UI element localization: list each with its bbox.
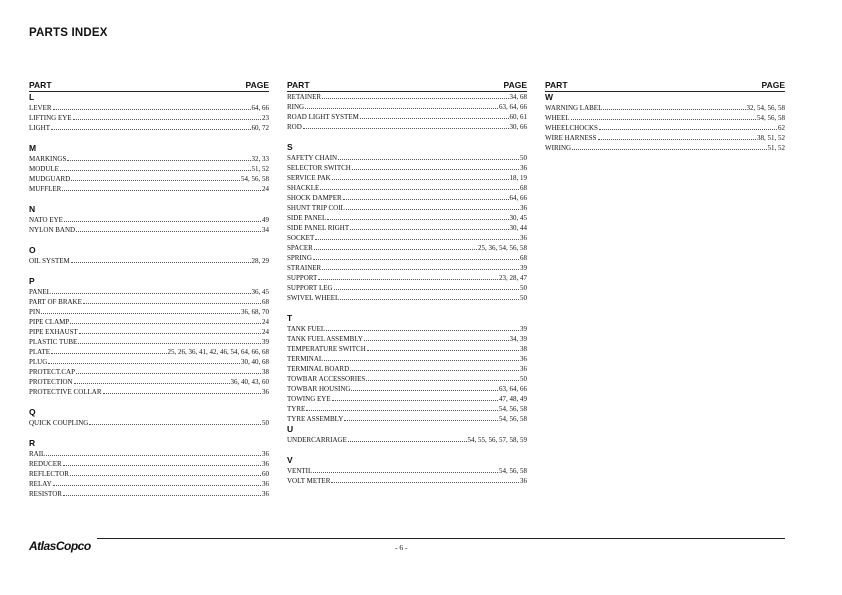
- dot-leader: [71, 261, 251, 263]
- index-entry: [287, 153, 527, 163]
- part-name: REFLECTOR: [29, 470, 69, 478]
- page-refs: 34, 68: [509, 93, 527, 101]
- dot-leader: [67, 159, 250, 161]
- dot-leader: [70, 474, 261, 476]
- index-entry: [287, 213, 527, 223]
- index-entry: [29, 327, 269, 337]
- section-gap: [287, 303, 527, 313]
- page-refs: 25, 26, 36, 41, 42, 46, 54, 64, 66, 68: [167, 348, 269, 356]
- section-gap: [287, 132, 527, 142]
- page-refs: 36: [520, 234, 527, 242]
- part-header: PART: [29, 80, 52, 90]
- part-name: TERMINAL BOARD: [287, 365, 350, 373]
- dot-leader: [351, 389, 498, 391]
- page-refs: 36: [520, 477, 527, 485]
- part-name: PART OF BRAKE: [29, 298, 82, 306]
- index-entry: [287, 476, 527, 486]
- index-entry: [29, 418, 269, 428]
- dot-leader: [53, 484, 261, 486]
- dot-leader: [348, 440, 467, 442]
- page-refs: 18, 19: [509, 174, 527, 182]
- index-entry: [29, 307, 269, 317]
- part-name: ROD: [287, 123, 302, 131]
- index-entry: [29, 287, 269, 297]
- page-refs: 51, 52: [767, 144, 785, 152]
- index-entry: [287, 122, 527, 132]
- page-refs: 54, 56, 58: [241, 175, 269, 183]
- dot-leader: [364, 339, 509, 341]
- index-entry: [29, 154, 269, 164]
- part-name: TERMINAL: [287, 355, 324, 363]
- page-refs: 68: [520, 254, 527, 262]
- section-letter: Q: [29, 407, 36, 417]
- index-entry: [545, 103, 785, 113]
- page-refs: 54, 56, 58: [499, 405, 527, 413]
- part-name: LIGHT: [29, 124, 50, 132]
- part-name: SWIVEL WHEEL: [287, 294, 340, 302]
- index-entry: [287, 243, 527, 253]
- index-entry: [287, 203, 527, 213]
- page-refs: 32, 54, 56, 58: [746, 104, 785, 112]
- page-refs: 62: [778, 124, 785, 132]
- section-letter: M: [29, 143, 37, 153]
- page-refs: 49: [262, 216, 269, 224]
- page-refs: 36: [520, 365, 527, 373]
- section-gap: [29, 266, 269, 276]
- dot-leader: [360, 117, 509, 119]
- dot-leader: [76, 372, 261, 374]
- index-entry: [29, 317, 269, 327]
- page-refs: 50: [520, 154, 527, 162]
- page-refs: 50: [520, 375, 527, 383]
- index-entry: [287, 102, 527, 112]
- index-entry: [29, 347, 269, 357]
- part-name: SELECTOR SWITCH: [287, 164, 351, 172]
- dot-leader: [303, 127, 509, 129]
- dot-leader: [306, 409, 498, 411]
- part-name: OIL SYSTEM: [29, 257, 70, 265]
- index-entry: [29, 367, 269, 377]
- page-refs: 36: [262, 388, 269, 396]
- section-letter: V: [287, 455, 293, 465]
- page-refs: 39: [520, 325, 527, 333]
- part-name: WHEEL: [545, 114, 570, 122]
- index-entry: [287, 112, 527, 122]
- section-letter: L: [29, 92, 35, 102]
- section-gap: [29, 133, 269, 143]
- page-refs: 50: [262, 419, 269, 427]
- index-entry: [545, 143, 785, 153]
- section-letter: O: [29, 245, 36, 255]
- part-name: NYLON BAND: [29, 226, 76, 234]
- index-column-1: [29, 80, 269, 499]
- dot-leader: [344, 419, 498, 421]
- dot-leader: [367, 349, 519, 351]
- dot-leader: [603, 108, 745, 110]
- page-refs: 34, 39: [509, 335, 527, 343]
- index-entry: [287, 173, 527, 183]
- index-entry: [29, 377, 269, 387]
- part-name: TANK FUEL: [287, 325, 326, 333]
- page-refs: 36: [520, 164, 527, 172]
- dot-leader: [313, 471, 498, 473]
- page-refs: 36: [262, 490, 269, 498]
- dot-leader: [79, 332, 261, 334]
- part-name: SHACKLE: [287, 184, 320, 192]
- part-name: PROTECT.CAP: [29, 368, 75, 376]
- index-entry: [287, 414, 527, 424]
- dot-leader: [332, 399, 498, 401]
- section-letter: R: [29, 438, 36, 448]
- dot-leader: [350, 369, 519, 371]
- part-name: STRAINER: [287, 264, 322, 272]
- part-name: REDUCER: [29, 460, 62, 468]
- dot-leader: [331, 481, 519, 483]
- dot-leader: [338, 158, 519, 160]
- dot-leader: [314, 248, 477, 250]
- page-refs: 38: [262, 368, 269, 376]
- part-name: TOWBAR ACCESSORIES: [287, 375, 366, 383]
- section-letter: W: [545, 92, 554, 102]
- section-gap: [287, 445, 527, 455]
- part-name: SERVICE PAK: [287, 174, 331, 182]
- index-entry: [287, 92, 527, 102]
- page-refs: 25, 36, 54, 56, 58: [478, 244, 527, 252]
- dot-leader: [334, 288, 519, 290]
- page-refs: 68: [520, 184, 527, 192]
- column-header: [29, 80, 269, 92]
- index-entry: [287, 193, 527, 203]
- part-name: MODULE: [29, 165, 59, 173]
- dot-leader: [324, 359, 519, 361]
- index-entry: [287, 334, 527, 344]
- index-entry: [287, 273, 527, 283]
- dot-leader: [70, 322, 261, 324]
- part-name: PLATE: [29, 348, 50, 356]
- page-refs: 36: [520, 204, 527, 212]
- column-body: [29, 92, 269, 499]
- page-refs: 63, 64, 66: [499, 385, 527, 393]
- dot-leader: [326, 329, 519, 331]
- dot-leader: [313, 258, 519, 260]
- part-header: PART: [287, 80, 310, 90]
- index-entry: [287, 163, 527, 173]
- part-name: TANK FUEL ASSEMBLY: [287, 335, 363, 343]
- dot-leader: [350, 228, 508, 230]
- part-name: PLUG: [29, 358, 48, 366]
- page-refs: 24: [262, 185, 269, 193]
- part-name: SIDE PANEL: [287, 214, 327, 222]
- index-entry: [287, 293, 527, 303]
- page-refs: 39: [262, 338, 269, 346]
- part-name: SPRING: [287, 254, 312, 262]
- dot-leader: [318, 278, 498, 280]
- page-refs: 54, 55, 56, 57, 58, 59: [467, 436, 527, 444]
- dot-leader: [52, 292, 251, 294]
- dot-leader: [53, 108, 251, 110]
- part-name: TEMPERATURE SWITCH: [287, 345, 366, 353]
- index-entry: [287, 435, 527, 445]
- index-entry: [29, 103, 269, 113]
- index-entry: [29, 357, 269, 367]
- part-name: PANEL: [29, 288, 51, 296]
- part-name: TOWING EYE: [287, 395, 331, 403]
- index-entry: [287, 283, 527, 293]
- section-letter: T: [287, 313, 293, 323]
- dot-leader: [46, 454, 261, 456]
- dot-leader: [63, 494, 261, 496]
- part-name: SHOCK DAMPER: [287, 194, 342, 202]
- page-refs: 39: [520, 264, 527, 272]
- section-letter: P: [29, 276, 35, 286]
- page-refs: 36: [262, 460, 269, 468]
- dot-leader: [74, 382, 230, 384]
- index-entry: [29, 479, 269, 489]
- index-entry: [29, 256, 269, 266]
- index-entry: [29, 297, 269, 307]
- page-refs: 32, 33: [251, 155, 269, 163]
- part-name: QUICK COUPLING: [29, 419, 89, 427]
- dot-leader: [71, 179, 240, 181]
- part-name: SAFETY CHAIN: [287, 154, 338, 162]
- part-name: LIFTING EYE: [29, 114, 72, 122]
- column-header: [545, 80, 785, 92]
- part-name: WARNING LABEL: [545, 104, 603, 112]
- index-entry: [287, 253, 527, 263]
- index-entry: [287, 394, 527, 404]
- page-refs: 64, 66: [251, 104, 269, 112]
- dot-leader: [327, 218, 508, 220]
- part-name: SUPPORT LEG: [287, 284, 333, 292]
- part-name: WIRING: [545, 144, 572, 152]
- index-entry: [545, 123, 785, 133]
- index-entry: [29, 469, 269, 479]
- index-entry: [287, 223, 527, 233]
- page-refs: 54, 56, 58: [757, 114, 785, 122]
- index-entry: [545, 113, 785, 123]
- dot-leader: [352, 168, 519, 170]
- page-header: PAGE: [503, 80, 527, 90]
- footer-divider: [97, 538, 785, 539]
- index-entry: [287, 384, 527, 394]
- dot-leader: [322, 97, 508, 99]
- page-refs: 24: [262, 318, 269, 326]
- part-name: RETAINER: [287, 93, 322, 101]
- part-name: RAIL: [29, 450, 46, 458]
- dot-leader: [76, 230, 261, 232]
- page-refs: 64, 66: [509, 194, 527, 202]
- part-header: PART: [545, 80, 568, 90]
- column-header: [287, 80, 527, 92]
- dot-leader: [73, 118, 261, 120]
- index-entry: [29, 164, 269, 174]
- part-name: PROTECTION: [29, 378, 73, 386]
- part-name: SOCKET: [287, 234, 315, 242]
- page-refs: 60, 72: [251, 124, 269, 132]
- index-entry: [29, 225, 269, 235]
- part-name: TYRE: [287, 405, 306, 413]
- dot-leader: [366, 379, 519, 381]
- page-refs: 54, 56, 58: [499, 415, 527, 423]
- index-entry: [287, 374, 527, 384]
- page-title: PARTS INDEX: [29, 27, 108, 39]
- page-refs: 51, 52: [251, 165, 269, 173]
- part-name: TYRE ASSEMBLY: [287, 415, 344, 423]
- dot-leader: [599, 128, 777, 130]
- index-column-2: [287, 80, 527, 486]
- part-name: SPACER: [287, 244, 313, 252]
- dot-leader: [63, 464, 261, 466]
- section-letter: U: [287, 424, 294, 434]
- dot-leader: [340, 298, 519, 300]
- dot-leader: [51, 352, 167, 354]
- page-refs: 68: [262, 298, 269, 306]
- page-refs: 36: [262, 450, 269, 458]
- dot-leader: [83, 302, 261, 304]
- dot-leader: [48, 362, 240, 364]
- section-letter: N: [29, 204, 36, 214]
- index-entry: [287, 364, 527, 374]
- column-body: [287, 92, 527, 486]
- dot-leader: [322, 268, 519, 270]
- index-entry: [287, 466, 527, 476]
- page-refs: 36: [520, 355, 527, 363]
- part-name: SUPPORT: [287, 274, 318, 282]
- dot-leader: [89, 423, 261, 425]
- index-entry: [29, 123, 269, 133]
- index-column-3: [545, 80, 785, 153]
- part-name: TOWBAR HOUSING: [287, 385, 351, 393]
- page-number: - 6 -: [395, 543, 408, 552]
- page-refs: 50: [520, 284, 527, 292]
- page-refs: 47, 48, 49: [499, 395, 527, 403]
- page-refs: 36: [262, 480, 269, 488]
- part-name: PIPE EXHAUST: [29, 328, 78, 336]
- dot-leader: [41, 312, 240, 314]
- page-refs: 24: [262, 328, 269, 336]
- part-name: RING: [287, 103, 305, 111]
- dot-leader: [320, 188, 519, 190]
- section-gap: [29, 428, 269, 438]
- index-entry: [29, 184, 269, 194]
- page-refs: 23, 28, 47: [499, 274, 527, 282]
- index-entry: [29, 215, 269, 225]
- index-entry: [287, 404, 527, 414]
- page-refs: 36, 40, 43, 60: [230, 378, 269, 386]
- part-name: WIRE HARNESS: [545, 134, 597, 142]
- dot-leader: [571, 118, 757, 120]
- dot-leader: [343, 198, 509, 200]
- index-entry: [29, 459, 269, 469]
- page-refs: 30, 45: [509, 214, 527, 222]
- index-entry: [545, 133, 785, 143]
- page-header: PAGE: [245, 80, 269, 90]
- section-letter: S: [287, 142, 293, 152]
- page-refs: 38, 51, 52: [757, 134, 785, 142]
- part-name: VOLT METER: [287, 477, 331, 485]
- part-name: PIN: [29, 308, 41, 316]
- page-refs: 36, 68, 70: [241, 308, 269, 316]
- dot-leader: [62, 189, 261, 191]
- page-refs: 30, 66: [509, 123, 527, 131]
- index-entry: [287, 263, 527, 273]
- dot-leader: [64, 220, 261, 222]
- page-header: PAGE: [761, 80, 785, 90]
- index-entry: [29, 174, 269, 184]
- index-entry: [287, 183, 527, 193]
- dot-leader: [103, 392, 261, 394]
- part-name: MARKINGS: [29, 155, 67, 163]
- page-refs: 28, 29: [251, 257, 269, 265]
- part-name: SIDE PANEL RIGHT: [287, 224, 350, 232]
- dot-leader: [346, 208, 519, 210]
- column-body: [545, 92, 785, 153]
- page-refs: 36, 45: [251, 288, 269, 296]
- part-name: PLASTIC TUBE: [29, 338, 78, 346]
- dot-leader: [51, 128, 251, 130]
- index-entry: [29, 387, 269, 397]
- index-entry: [287, 324, 527, 334]
- index-entry: [287, 233, 527, 243]
- part-name: SHUNT TRIP COIL: [287, 204, 345, 212]
- atlas-copco-logo: AtlasCopco: [29, 539, 91, 553]
- index-entry: [287, 354, 527, 364]
- index-entry: [29, 449, 269, 459]
- part-name: RESISTOR: [29, 490, 62, 498]
- page-refs: 54, 56, 58: [499, 467, 527, 475]
- index-entry: [29, 113, 269, 123]
- index-entry: [29, 489, 269, 499]
- section-gap: [29, 397, 269, 407]
- page-refs: 30, 44: [509, 224, 527, 232]
- page-refs: 50: [520, 294, 527, 302]
- dot-leader: [315, 238, 519, 240]
- part-name: LEVER: [29, 104, 52, 112]
- part-name: RELAY: [29, 480, 52, 488]
- part-name: VENTIL: [287, 467, 313, 475]
- section-gap: [29, 194, 269, 204]
- part-name: PROTECTIVE COLLAR: [29, 388, 102, 396]
- dot-leader: [598, 138, 756, 140]
- dot-leader: [78, 342, 261, 344]
- page-refs: 60: [262, 470, 269, 478]
- dot-leader: [572, 148, 766, 150]
- page-refs: 23: [262, 114, 269, 122]
- page-refs: 60, 61: [509, 113, 527, 121]
- dot-leader: [60, 169, 251, 171]
- part-name: NATO EYE: [29, 216, 63, 224]
- page-refs: 34: [262, 226, 269, 234]
- part-name: MUFFLER: [29, 185, 62, 193]
- dot-leader: [305, 107, 498, 109]
- index-entry: [29, 337, 269, 347]
- dot-leader: [332, 178, 509, 180]
- index-entry: [287, 344, 527, 354]
- part-name: UNDERCARRIAGE: [287, 436, 347, 444]
- page-refs: 63, 64, 66: [499, 103, 527, 111]
- part-name: WHEELCHOCKS: [545, 124, 598, 132]
- section-gap: [29, 235, 269, 245]
- part-name: ROAD LIGHT SYSTEM: [287, 113, 359, 121]
- part-name: MUDGUARD: [29, 175, 71, 183]
- page-refs: 38: [520, 345, 527, 353]
- page-refs: 30, 40, 68: [241, 358, 269, 366]
- part-name: PIPE CLAMP: [29, 318, 70, 326]
